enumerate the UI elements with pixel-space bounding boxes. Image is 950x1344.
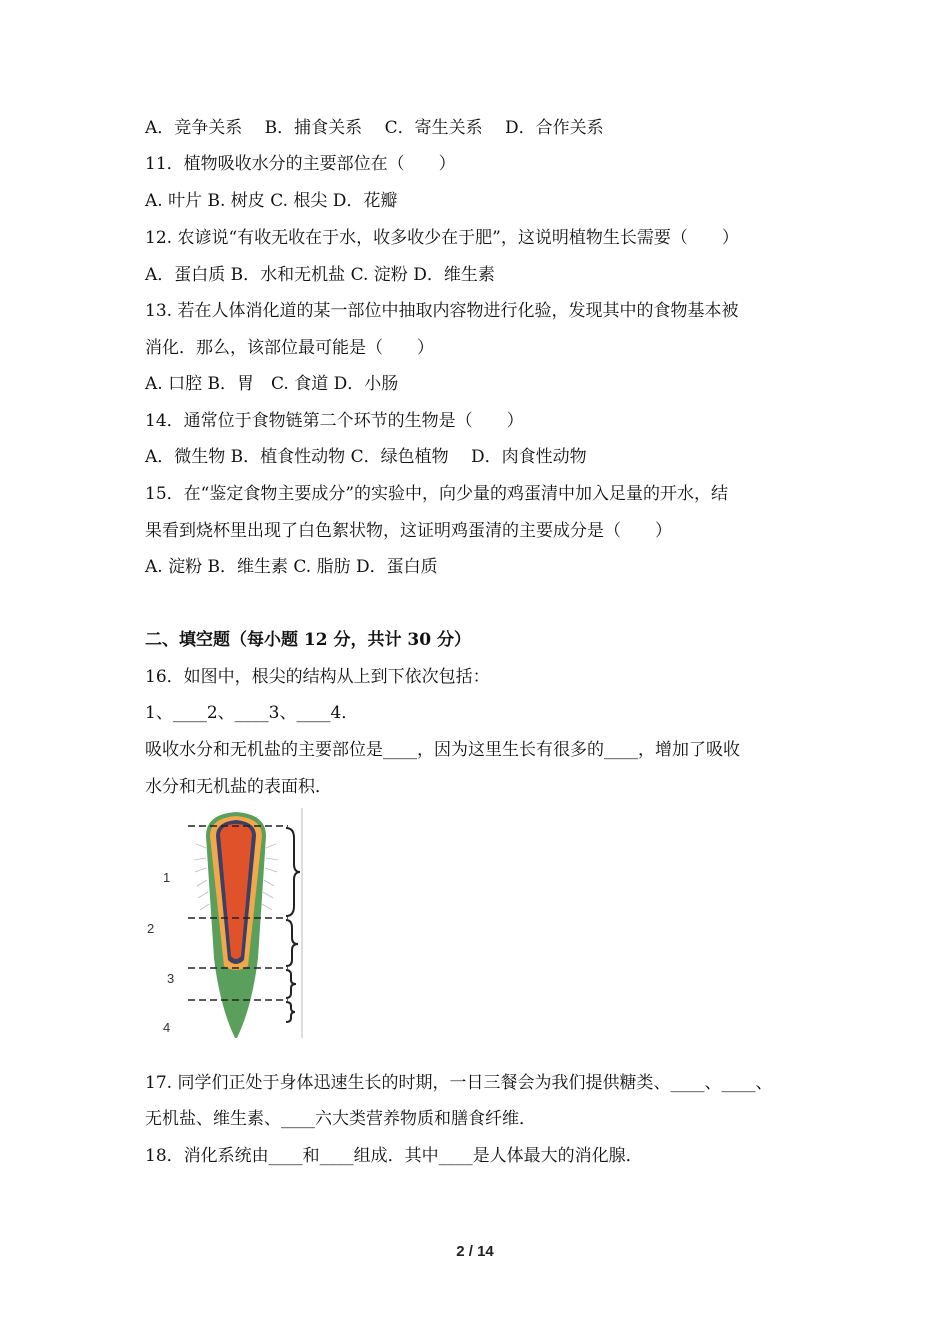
answer-options-q13: A. 口腔 B．胃 C. 食道 D．小肠 xyxy=(145,374,399,394)
question-17-line2: 无机盐、维生素、____六大类营养物质和膳食纤维． xyxy=(145,1109,536,1129)
question-16-line1: 16．如图中，根尖的结构从上到下依次包括： xyxy=(145,667,490,687)
question-12: 12. 农谚说“有收无收在于水，收多收少在于肥”，这说明植物生长需要（ ） xyxy=(145,228,739,248)
question-18: 18．消化系统由____和____组成．其中____是人体最大的消化腺． xyxy=(145,1146,643,1166)
section-braces xyxy=(286,828,300,1022)
question-13-line1: 13. 若在人体消化道的某一部位中抽取内容物进行化验，发现其中的食物基本被 xyxy=(145,301,739,321)
question-14: 14．通常位于食物链第二个环节的生物是（ ） xyxy=(145,411,524,431)
question-11: 11．植物吸收水分的主要部位在（ ） xyxy=(145,154,456,174)
answer-options-q14: A．微生物 B．植食性动物 C．绿色植物 D．肉食性动物 xyxy=(145,447,587,467)
page-number: 2 / 14 xyxy=(456,1243,494,1260)
figure-label-3: 3 xyxy=(167,971,175,986)
answer-options-q10: A．竞争关系 B．捕食关系 C．寄生关系 D．合作关系 xyxy=(145,118,604,138)
figure-label-1: 1 xyxy=(163,870,171,885)
question-15-line1: 15．在“鉴定食物主要成分”的实验中，向少量的鸡蛋清中加入足量的开水，结 xyxy=(145,484,729,504)
root-tip-figure xyxy=(140,808,305,1038)
question-16-line2: 1、____2、____3、____4． xyxy=(145,703,359,723)
answer-options-q15: A. 淀粉 B．维生素 C. 脂肪 D．蛋白质 xyxy=(145,557,438,577)
question-16-line4: 水分和无机盐的表面积． xyxy=(145,777,332,797)
question-17-line1: 17. 同学们正处于身体迅速生长的时期，一日三餐会为我们提供糖类、____、____、 xyxy=(145,1073,773,1093)
section-heading: 二、填空题（每小题 12 分，共计 30 分） xyxy=(145,630,471,650)
question-16-line3: 吸收水分和无机盐的主要部位是____，因为这里生长有很多的____，增加了吸收 xyxy=(145,740,740,760)
question-13-line2: 消化．那么，该部位最可能是（ ） xyxy=(145,338,434,358)
answer-options-q12: A．蛋白质 B．水和无机盐 C. 淀粉 D．维生素 xyxy=(145,265,495,285)
answer-options-q11: A. 叶片 B. 树皮 C. 根尖 D．花瓣 xyxy=(145,191,398,211)
figure-label-4: 4 xyxy=(163,1020,171,1035)
figure-label-2: 2 xyxy=(147,921,155,936)
question-15-line2: 果看到烧杯里出现了白色絮状物，这证明鸡蛋清的主要成分是（ ） xyxy=(145,521,672,541)
root-tip-diagram xyxy=(140,808,305,1038)
